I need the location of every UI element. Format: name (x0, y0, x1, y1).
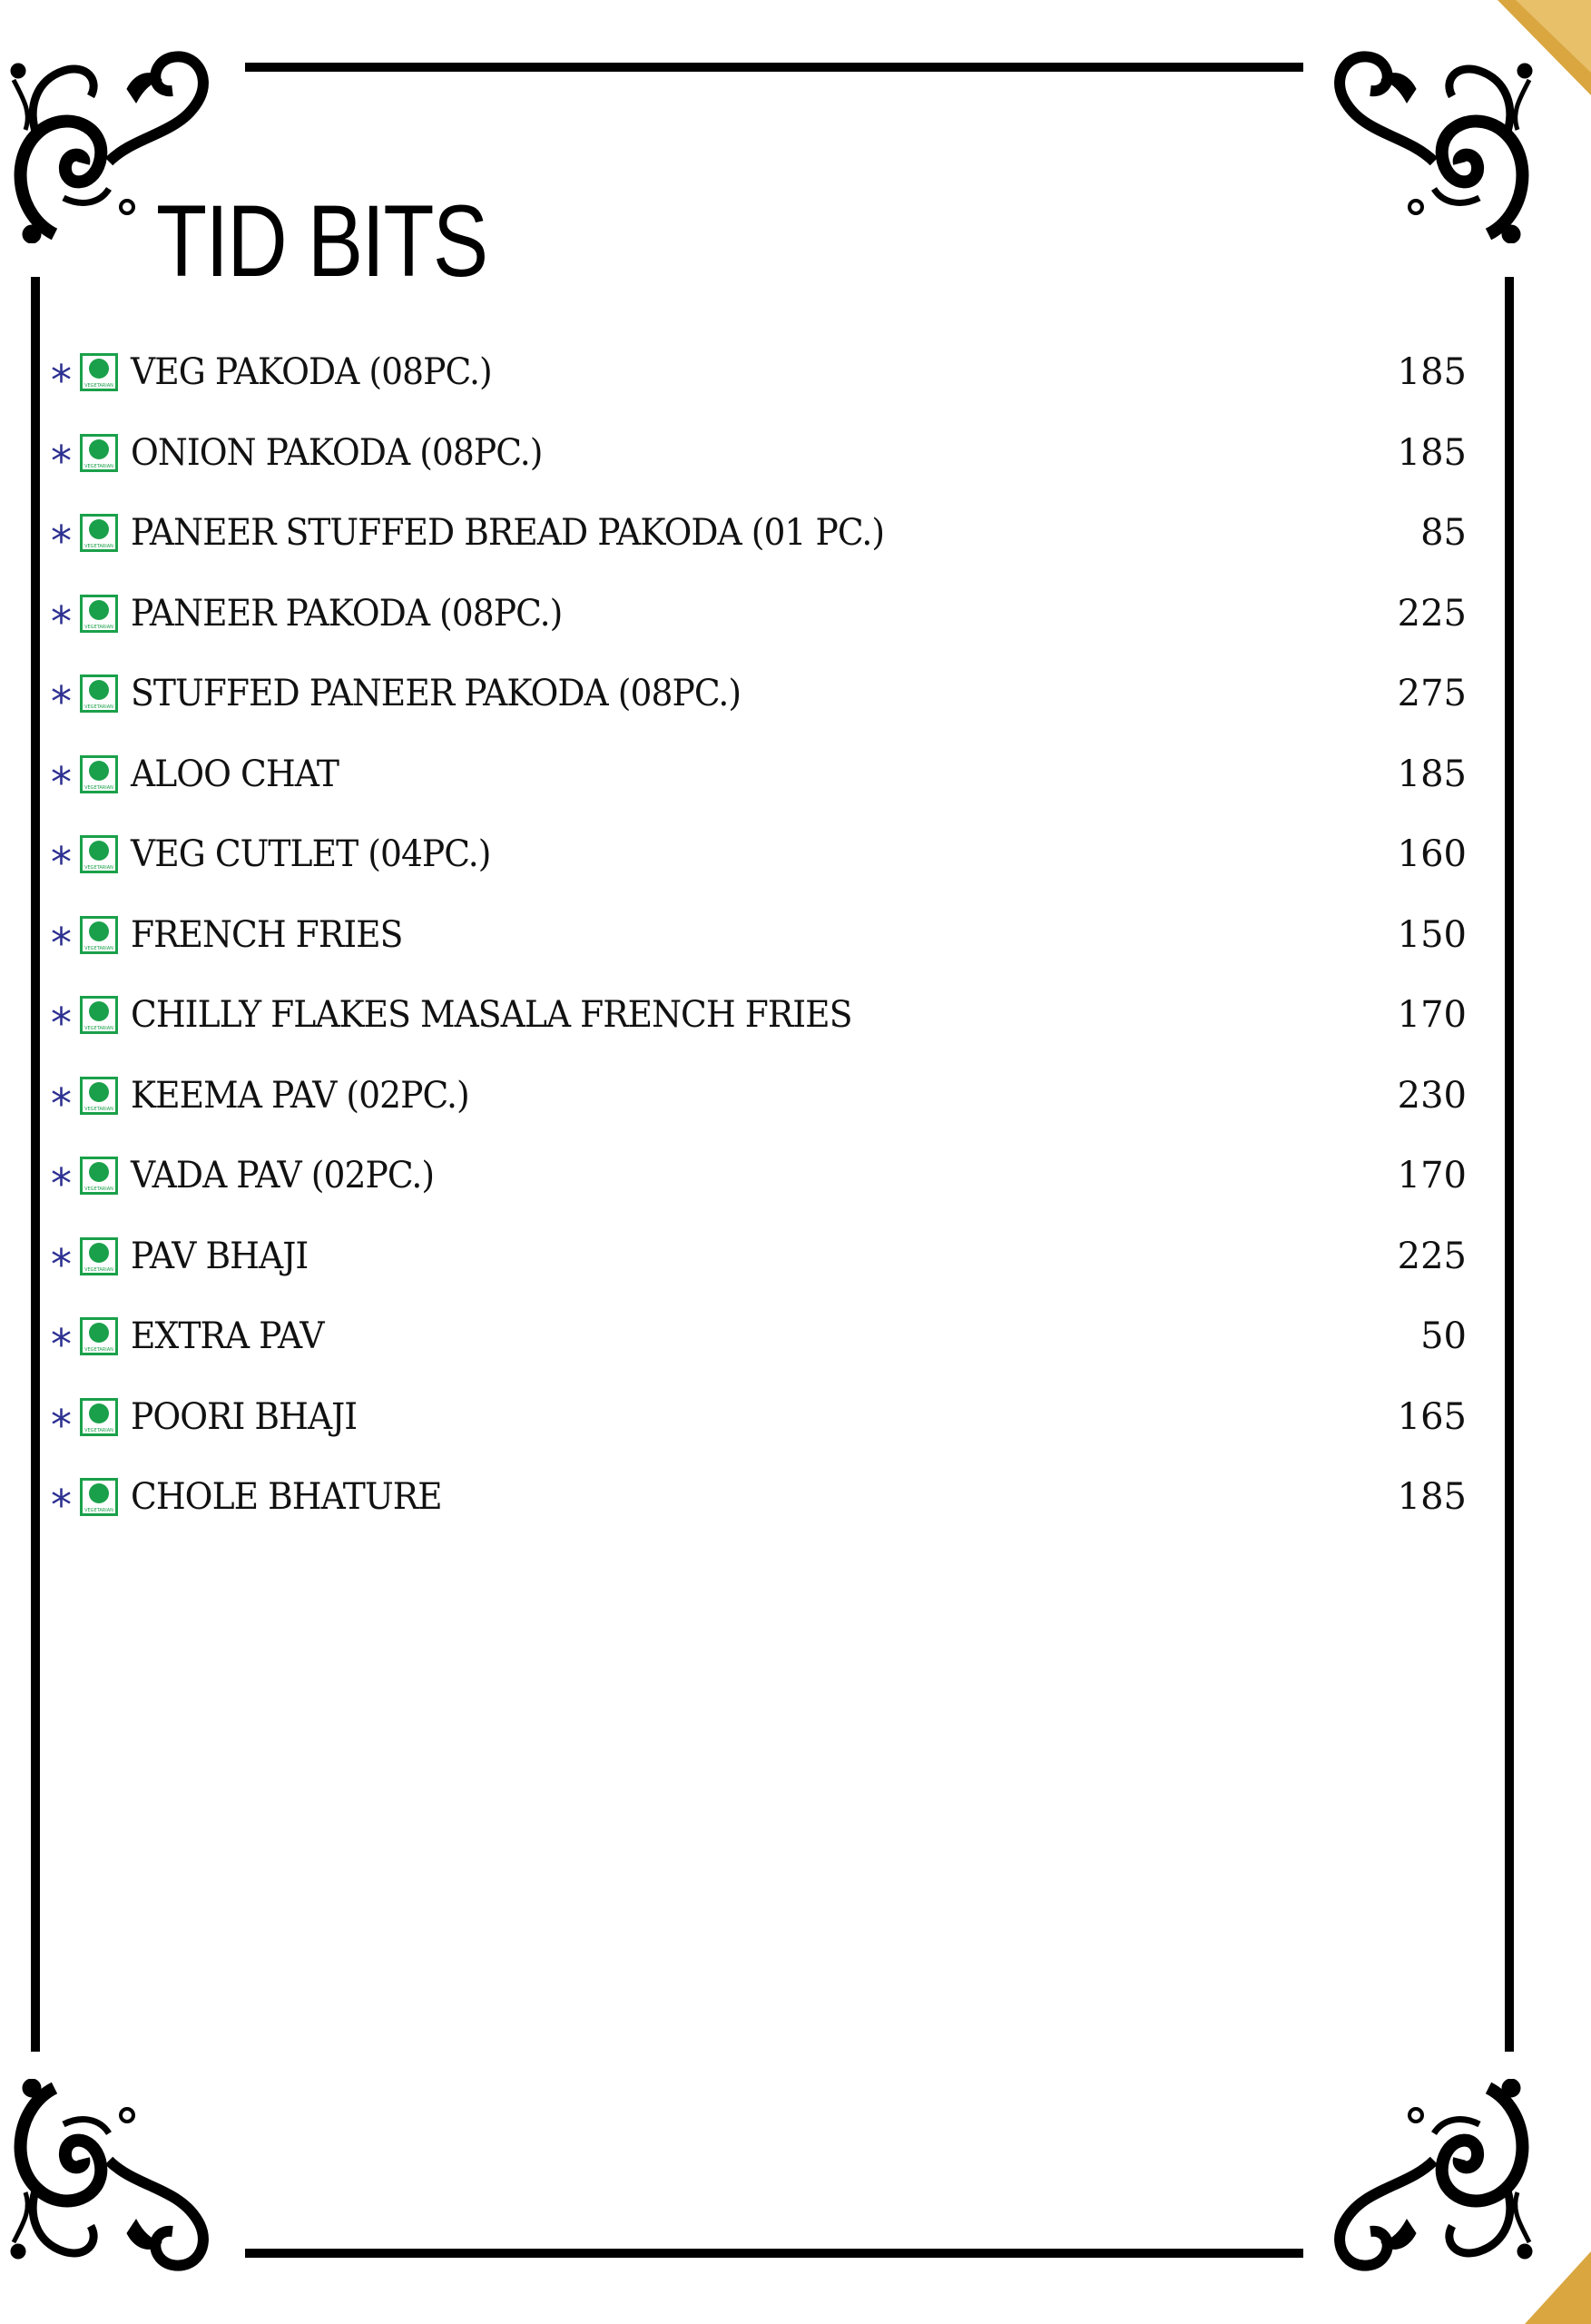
star-icon: * (51, 999, 72, 1049)
menu-item-name: FRENCH FRIES (131, 913, 403, 956)
menu-item (51, 814, 1467, 895)
menu-item-name: PAV BHAJI (131, 1235, 309, 1277)
vegetarian-icon (80, 1077, 118, 1115)
svg-text:VEGETARIAN: VEGETARIAN (84, 945, 113, 951)
vegetarian-icon (80, 1157, 118, 1195)
star-icon: * (51, 677, 72, 727)
corner-ornament-icon (1325, 2079, 1543, 2297)
menu-item (51, 1377, 1467, 1458)
vegetarian-icon (80, 434, 118, 472)
menu-item (51, 654, 1467, 734)
svg-text:VEGETARIAN: VEGETARIAN (84, 1187, 113, 1193)
frame-left-line (31, 277, 40, 2052)
menu-item-name: PANEER PAKODA (08PC.) (131, 592, 563, 635)
star-icon: * (51, 1481, 72, 1531)
vegetarian-icon (80, 1237, 118, 1275)
menu-item (51, 1296, 1467, 1377)
menu-item (51, 1136, 1467, 1216)
menu-item-name: KEEMA PAV (02PC.) (131, 1074, 469, 1117)
star-icon: * (51, 918, 72, 968)
vegetarian-icon (80, 835, 118, 873)
svg-text:VEGETARIAN: VEGETARIAN (84, 624, 113, 630)
menu-item (51, 895, 1467, 976)
svg-text:VEGETARIAN: VEGETARIAN (84, 1026, 113, 1032)
menu-item-name: VADA PAV (02PC.) (131, 1155, 435, 1197)
star-icon: * (51, 1400, 72, 1450)
corner-ornament-icon (1325, 25, 1543, 243)
menu-item-name: EXTRA PAV (131, 1315, 324, 1358)
menu-item-name: ALOO CHAT (131, 753, 339, 795)
vegetarian-icon (80, 1317, 118, 1355)
menu-item-price: 150 (1397, 913, 1467, 956)
star-icon: * (51, 757, 72, 807)
frame-right-line (1505, 277, 1514, 2052)
menu-item (51, 413, 1467, 494)
svg-text:VEGETARIAN: VEGETARIAN (84, 1106, 113, 1112)
menu-item-price: 275 (1397, 673, 1467, 715)
frame-top-line (245, 63, 1303, 72)
menu-item-price: 50 (1420, 1315, 1467, 1358)
menu-item-price: 85 (1420, 512, 1467, 555)
svg-text:VEGETARIAN: VEGETARIAN (84, 463, 113, 469)
star-icon: * (51, 517, 72, 566)
menu-item (51, 975, 1467, 1056)
menu-item-price: 225 (1397, 592, 1467, 635)
menu-item (51, 1216, 1467, 1297)
menu-item-name: CHOLE BHATURE (131, 1476, 442, 1519)
menu-item (51, 332, 1467, 413)
svg-text:VEGETARIAN: VEGETARIAN (84, 704, 113, 711)
svg-text:VEGETARIAN: VEGETARIAN (84, 784, 113, 791)
menu-item-price: 170 (1397, 994, 1467, 1037)
menu-item (51, 1056, 1467, 1137)
frame-bottom-line (245, 2249, 1303, 2258)
page-title: TID BITS (156, 184, 487, 298)
menu-item-name: VEG PAKODA (08PC.) (131, 351, 492, 394)
svg-text:VEGETARIAN: VEGETARIAN (84, 1508, 113, 1514)
vegetarian-icon (80, 1478, 118, 1516)
star-icon: * (51, 436, 72, 486)
vegetarian-icon (80, 675, 118, 713)
menu-item-name: CHILLY FLAKES MASALA FRENCH FRIES (131, 994, 852, 1037)
vegetarian-icon (80, 1398, 118, 1436)
menu-item-price: 185 (1397, 351, 1467, 394)
svg-text:VEGETARIAN: VEGETARIAN (84, 1427, 113, 1433)
menu-item-name: PANEER STUFFED BREAD PAKODA (01 PC.) (131, 512, 885, 555)
menu-item-price: 185 (1397, 1476, 1467, 1519)
star-icon: * (51, 596, 72, 646)
menu-list (51, 332, 1467, 1538)
star-icon: * (51, 356, 72, 406)
star-icon: * (51, 1159, 72, 1209)
menu-item-price: 185 (1397, 431, 1467, 474)
vegetarian-icon (80, 755, 118, 793)
star-icon: * (51, 1239, 72, 1289)
menu-item (51, 574, 1467, 655)
svg-text:VEGETARIAN: VEGETARIAN (84, 1347, 113, 1354)
vegetarian-icon (80, 916, 118, 954)
menu-item-name: ONION PAKODA (08PC.) (131, 431, 543, 474)
menu-item-name: VEG CUTLET (04PC.) (131, 833, 491, 876)
menu-item-price: 160 (1397, 833, 1467, 876)
menu-item (51, 493, 1467, 574)
menu-item-price: 185 (1397, 753, 1467, 795)
corner-ornament-icon (0, 2079, 218, 2297)
menu-item-price: 225 (1397, 1235, 1467, 1277)
menu-item-price: 170 (1397, 1155, 1467, 1197)
svg-text:VEGETARIAN: VEGETARIAN (84, 383, 113, 389)
menu-item (51, 1457, 1467, 1538)
vegetarian-icon (80, 353, 118, 391)
vegetarian-icon (80, 996, 118, 1034)
vegetarian-icon (80, 514, 118, 552)
star-icon: * (51, 1320, 72, 1370)
star-icon: * (51, 838, 72, 888)
star-icon: * (51, 1078, 72, 1128)
vegetarian-icon (80, 595, 118, 633)
menu-item-price: 165 (1397, 1395, 1467, 1438)
svg-text:VEGETARIAN: VEGETARIAN (84, 865, 113, 872)
menu-item-price: 230 (1397, 1074, 1467, 1117)
menu-item (51, 734, 1467, 815)
menu-item-name: POORI BHAJI (131, 1395, 358, 1438)
menu-item-name: STUFFED PANEER PAKODA (08PC.) (131, 673, 741, 715)
svg-text:VEGETARIAN: VEGETARIAN (84, 544, 113, 550)
svg-text:VEGETARIAN: VEGETARIAN (84, 1266, 113, 1273)
